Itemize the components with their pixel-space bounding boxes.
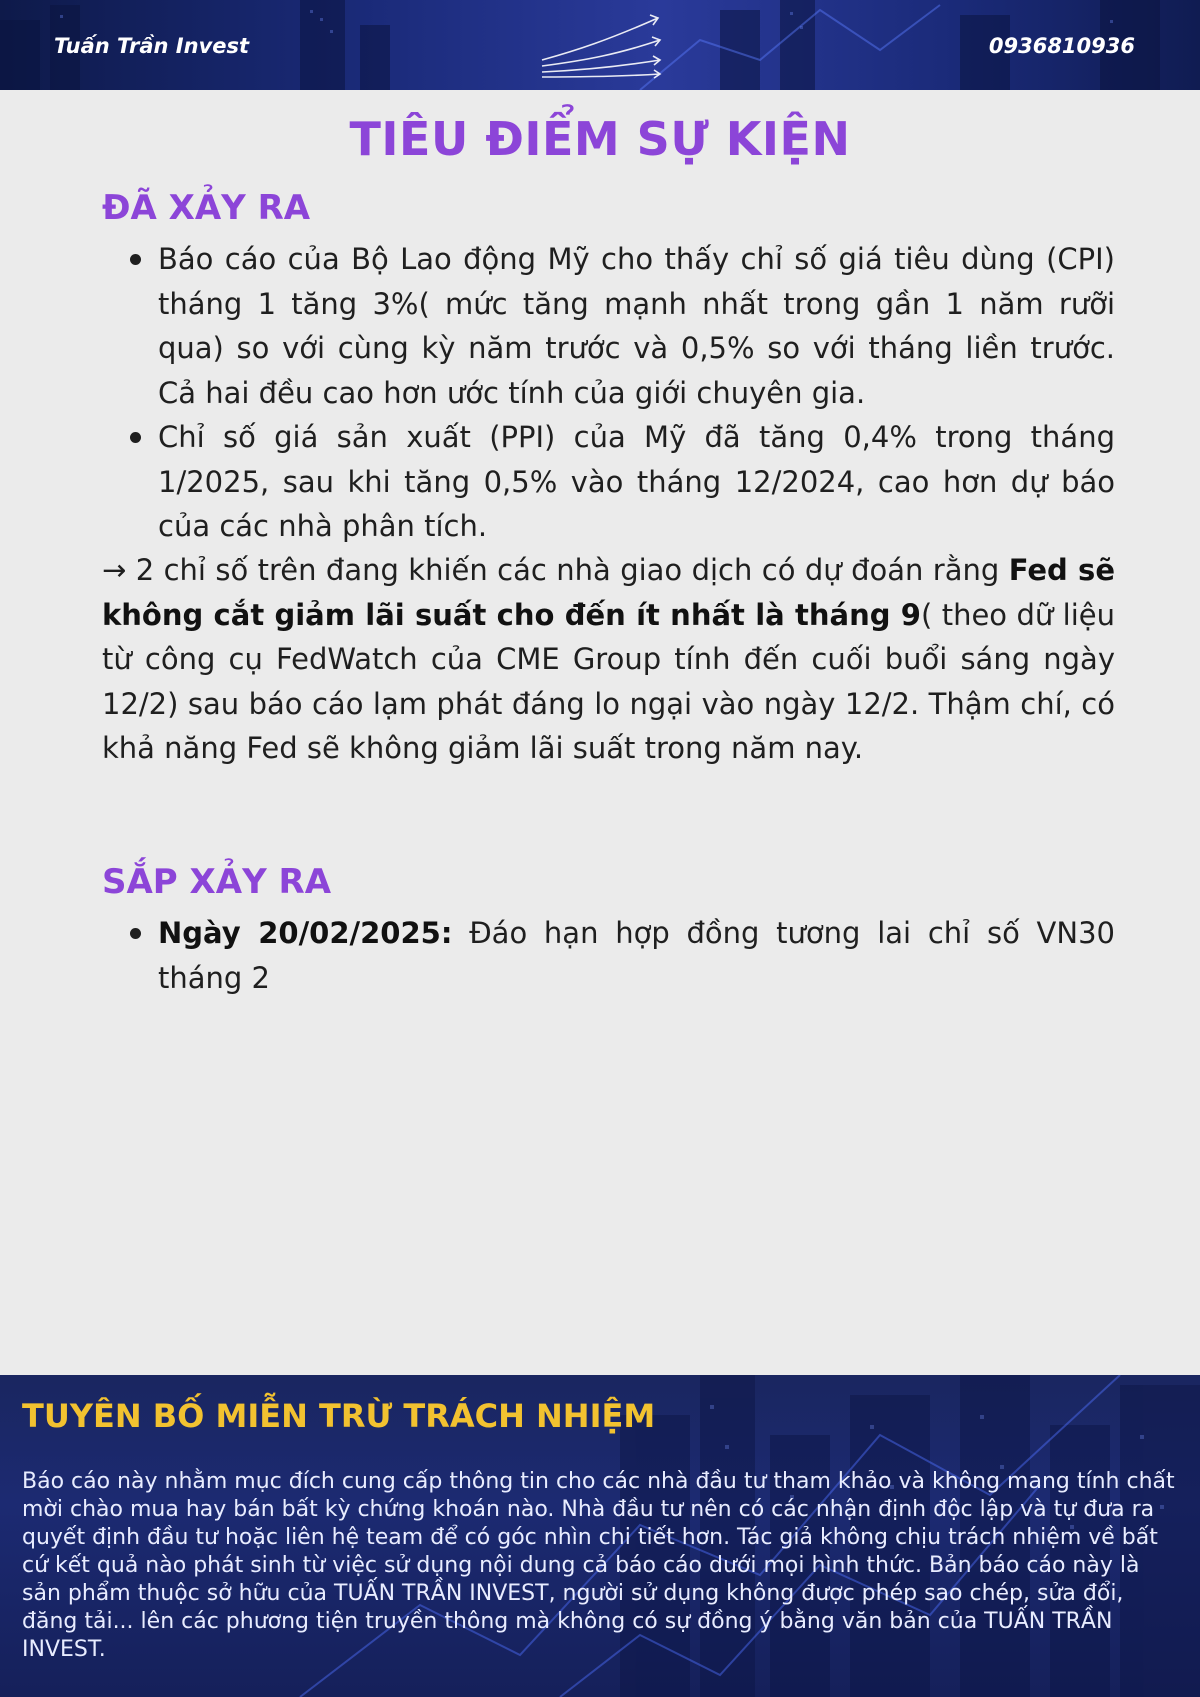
conclusion-highlight: Fed sẽ không cắt giảm lãi suất cho đến ít nhất là tháng 9 (102, 553, 1115, 632)
header-banner (0, 0, 1200, 90)
list-item (130, 911, 1115, 1000)
bullet-icon (130, 928, 141, 939)
disclaimer-title: TUYÊN BỐ MIỄN TRỪ TRÁCH NHIỆM (22, 1397, 656, 1435)
list-item (130, 237, 1115, 415)
conclusion-paragraph (102, 548, 1115, 771)
list-item-text: Chỉ số giá sản xuất (PPI) của Mỹ đã tăng 0,4% trong tháng 1/2025, sau khi tăng 0,5% vào tháng 12/2024, cao hơn dự báo của các nhà phân tích. (158, 420, 1115, 543)
disclaimer-panel (0, 1375, 1200, 1697)
bullet-icon (130, 254, 141, 265)
occurred-list (130, 237, 1115, 549)
event-description: Đáo hạn hợp đồng tương lai chỉ số VN30 tháng 2 (158, 916, 1115, 995)
conclusion-prefix: → 2 chỉ số trên đang khiến các nhà giao dịch có dự đoán rằng (102, 553, 1009, 587)
trend-arrows-icon (538, 10, 668, 80)
section-heading-occurred: ĐÃ XẢY RA (102, 188, 311, 228)
event-date: Ngày 20/02/2025: (158, 916, 453, 950)
conclusion-suffix: ( theo dữ liệu từ công cụ FedWatch của CME Group tính đến cuối buổi sáng ngày 12/2) sau báo cáo lạm phát đáng lo ngại vào ngày 12/2. Thậm chí, có khả năng Fed sẽ không giảm lãi suất trong năm nay. (102, 597, 1115, 765)
disclaimer-body: Báo cáo này nhằm mục đích cung cấp thông tin cho các nhà đầu tư tham khảo và không mang tính chất mời chào mua hay bán bất kỳ chứng khoán nào. Nhà đầu tư nên có các nhận định độc lập và tự đưa ra quyết định đầu tư hoặc liên hệ team để có góc nhìn chi tiết hơn. Tác giả không chịu trách nhiệm về bất cứ kết quả nào phát sinh từ việc sử dụng nội dung cả báo cáo dưới mọi hình thức. Bản báo cáo này là sản phẩm thuộc sở hữu của TUẤN TRẦN INVEST, người sử dụng không được phép sao chép, sửa đổi, đăng tải... lên các phương tiện truyền thông mà không có sự đồng ý bằng văn bản của TUẤN TRẦN INVEST. (22, 1469, 1175, 1662)
list-item (130, 415, 1115, 549)
section-heading-upcoming: SẮP XẢY RA (102, 862, 332, 902)
list-item-text: Báo cáo của Bộ Lao động Mỹ cho thấy chỉ số giá tiêu dùng (CPI) tháng 1 tăng 3%( mức tăng mạnh nhất trong gần 1 năm rưỡi qua) so với cùng kỳ năm trước và 0,5% so với tháng liền trước. Cả hai đều cao hơn ước tính của giới chuyên gia. (158, 242, 1115, 410)
bullet-icon (130, 432, 141, 443)
upcoming-list (130, 911, 1115, 1000)
page-title: TIÊU ĐIỂM SỰ KIỆN (349, 112, 851, 166)
brand-name: Tuấn Trần Invest (54, 34, 250, 58)
phone-number: 0936810936 (988, 34, 1135, 58)
